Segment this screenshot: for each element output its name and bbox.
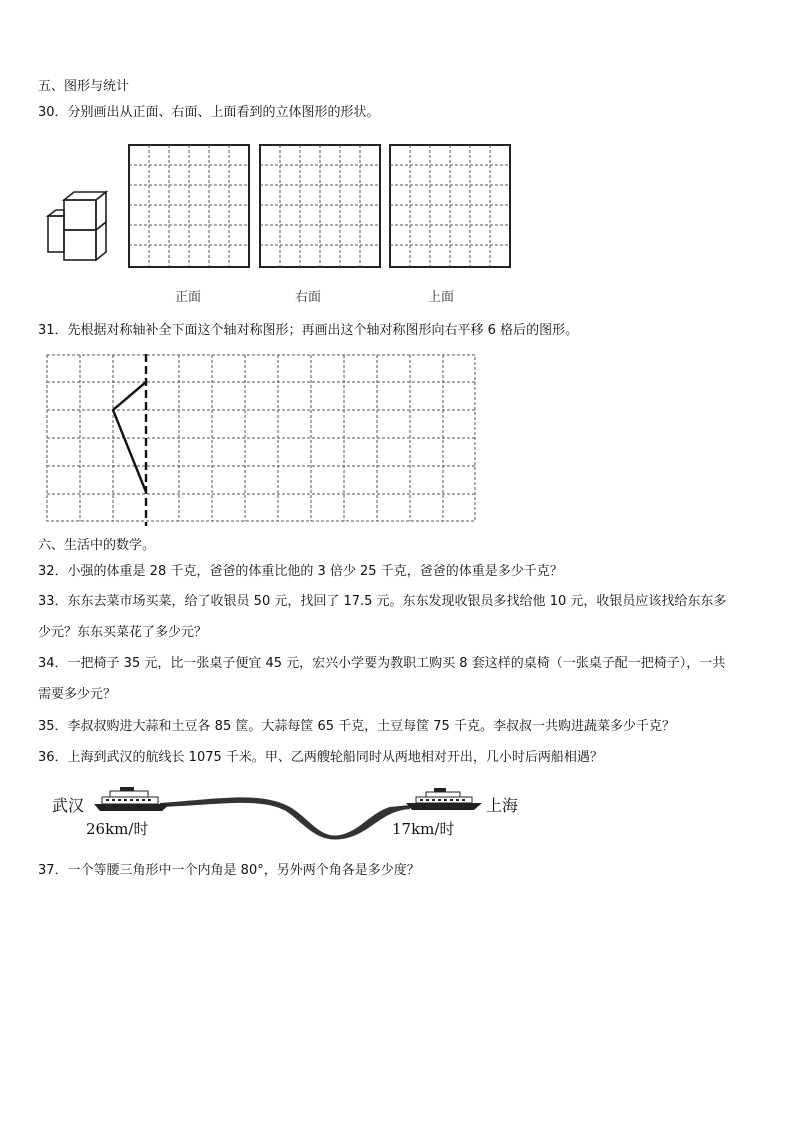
question-30: 30．分别画出从正面、右面、上面看到的立体图形的形状。: [38, 105, 380, 120]
question-34-line1: 34．一把椅子 35 元，比一张桌子便宜 45 元，宏兴小学要为教职工购买 8 套这样的桌椅（一张桌子配一把椅子），一共: [38, 656, 726, 671]
speed-right: 17km/时: [392, 820, 455, 838]
question-33-line2: 少元？东东买菜花了多少元？: [38, 625, 208, 640]
cube-figure: [44, 188, 114, 268]
view-grid-right: [259, 144, 381, 268]
question-35: 35．李叔叔购进大蒜和土豆各 85 筐。大蒜每筐 65 千克，土豆每筐 75 千克。李叔叔一共购进蔬菜多少千克？: [38, 719, 675, 734]
speed-left: 26km/时: [86, 820, 149, 838]
section-title-5: 五、图形与统计: [38, 79, 130, 94]
symmetry-grid: [46, 354, 478, 526]
city-wuhan: 武汉: [52, 796, 85, 815]
city-shanghai: 上海: [486, 796, 519, 815]
question-31: 31．先根据对称轴补全下面这个轴对称图形；再画出这个轴对称图形向右平移 6 格后的图形。: [38, 323, 579, 338]
question-37: 37．一个等腰三角形中一个内角是 80°，另外两个角各是多少度？: [38, 863, 420, 878]
view-label-front: 正面: [175, 290, 202, 305]
view-grid-front: [128, 144, 250, 268]
question-32: 32．小强的体重是 28 千克，爸爸的体重比他的 3 倍少 25 千克，爸爸的体重是多少千克？: [38, 564, 563, 579]
view-label-top: 上面: [428, 290, 455, 305]
question-33-line1: 33．东东去菜市场买菜，给了收银员 50 元，找回了 17.5 元。东东发现收银员多找给他 10 元，收银员应该找给东东多: [38, 594, 727, 609]
ship-icon: [92, 786, 172, 812]
ship-icon: [404, 787, 484, 811]
question-36: 36．上海到武汉的航线长 1075 千米。甲、乙两艘轮船同时从两地相对开出，几小时后两船相遇？: [38, 750, 603, 765]
section-title-6: 六、生活中的数学。: [38, 538, 156, 553]
view-label-right: 右面: [295, 290, 322, 305]
question-34-line2: 需要多少元？: [38, 687, 117, 702]
view-grid-top: [389, 144, 511, 268]
